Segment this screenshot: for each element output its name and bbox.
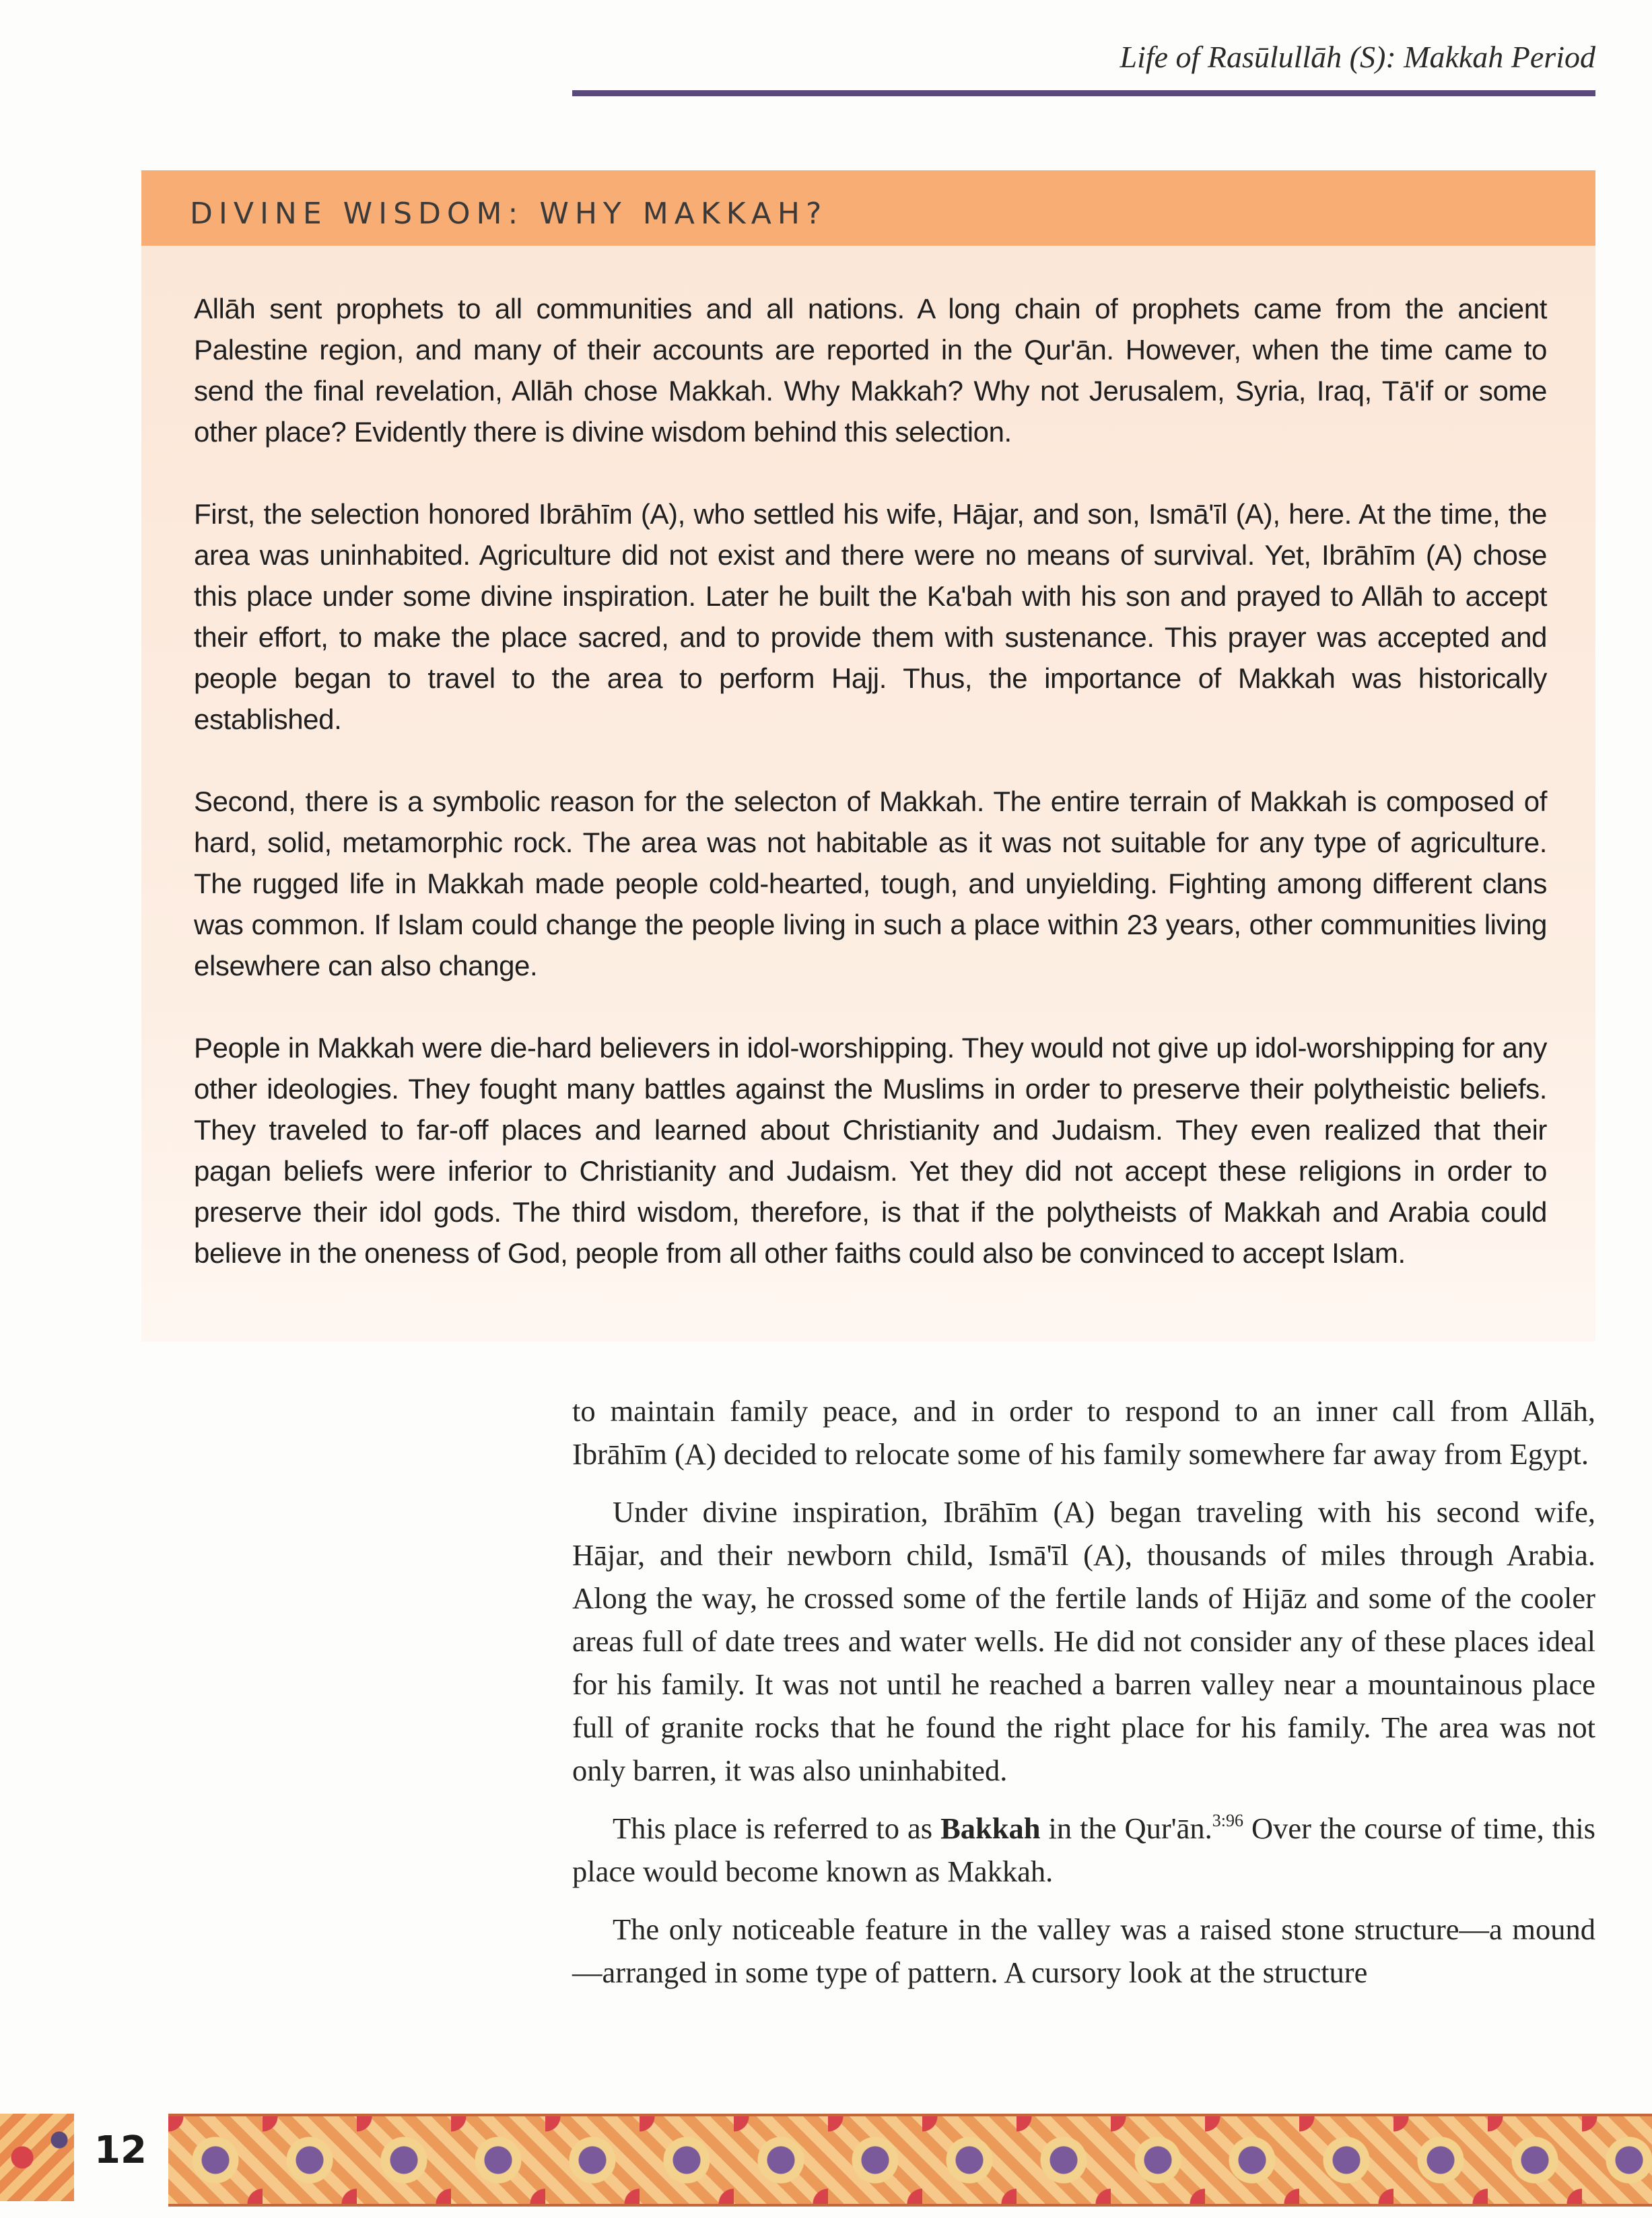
text-run: This place is referred to as bbox=[613, 1811, 941, 1845]
quran-reference: 3:96 bbox=[1212, 1811, 1244, 1830]
running-header: Life of Rasūlullāh (S): Makkah Period bbox=[1120, 40, 1595, 74]
sidebar-paragraph: People in Makkah were die-hard believers in idol-worshipping. They would not give up idol-worshipping for any other ideologies. They fought many battles against the Muslims in order to preserve their polytheistic beliefs. They traveled to far-off places and learned about Christianity and Judaism. They even realized that their pagan beliefs were inferior to Christianity and Judaism. Yet they did not accept these religions in order to preserve their idol gods. The third wisdom, therefore, is that if the polytheists of Makkah and Arabia could believe in the oneness of God, people from all other faiths could also be convinced to accept Islam. bbox=[194, 1032, 1547, 1269]
page-number: 12 bbox=[94, 2128, 147, 2172]
bakkah-term: Bakkah bbox=[940, 1811, 1041, 1845]
sidebar-body bbox=[194, 288, 1547, 1315]
main-paragraph bbox=[572, 1807, 1595, 1893]
sidebar-paragraph: Allāh sent prophets to all communities and all nations. A long chain of prophets came from the ancient Palestine region, and many of their accounts are reported in the Qur'ān. However, when the time came to send the final revelation, Allāh chose Makkah. Why Makkah? Why not Jerusalem, Syria, Iraq, Tā'if or some other place? Evidently there is divine wisdom behind this selection. bbox=[194, 293, 1547, 448]
main-paragraph: Under divine inspiration, Ibrāhīm (A) began traveling with his second wife, Hājar, and their newborn child, Ismā'īl (A), thousands of miles through Arabia. Along the way, he crossed some of the fertile lands of Hijāz and some of the cooler areas full of date trees and water wells. He did not consider any of these places ideal for his family. It was not until he reached a barren valley near a mountainous place full of granite rocks that he found the right place for his family. The area was not only barren, it was also uninhabited. bbox=[572, 1495, 1595, 1787]
main-paragraph: to maintain family peace, and in order to respond to an inner call from Allāh, Ibrāhīm (A) decided to relocate some of his family somewhere far away from Egypt. bbox=[572, 1394, 1595, 1471]
main-text bbox=[572, 1389, 1595, 2009]
main-paragraph: The only noticeable feature in the valley was a raised stone structure—a mound—arranged in some type of pattern. A cursory look at the structure bbox=[572, 1912, 1595, 1989]
footer-ornament-left bbox=[0, 2114, 74, 2201]
footer-ornament-band bbox=[168, 2114, 1652, 2207]
sidebar-title: DIVINE WISDOM: WHY MAKKAH? bbox=[190, 197, 828, 231]
text-run: in the Qur'ān. bbox=[1040, 1811, 1212, 1845]
sidebar-paragraph: First, the selection honored Ibrāhīm (A), who settled his wife, Hājar, and son, Ismā'īl (A), here. At the time, the area was uninhabited. Agriculture did not exist and there were no means of survival. Yet, Ibrāhīm (A) chose this place under some divine inspiration. Later he built the Ka'bah with his son and prayed to Allāh to accept their effort, to make the place sacred, and to provide them with sustenance. This prayer was accepted and people began to travel to the area to perform Hajj. Thus, the importance of Makkah was historically established. bbox=[194, 498, 1547, 735]
text-run: Over the course of time, this place would become known as Makkah. bbox=[572, 1811, 1596, 1888]
sidebar-paragraph: Second, there is a symbolic reason for the selecton of Makkah. The entire terrain of Makkah is composed of hard, solid, metamorphic rock. The area was not habitable as it was not suitable for any type of agriculture. The rugged life in Makkah made people cold-hearted, tough, and unyielding. Fighting among different clans was common. If Islam could change the people living in such a place within 23 years, other communities living elsewhere can also change. bbox=[194, 786, 1547, 981]
header-rule bbox=[572, 90, 1595, 96]
